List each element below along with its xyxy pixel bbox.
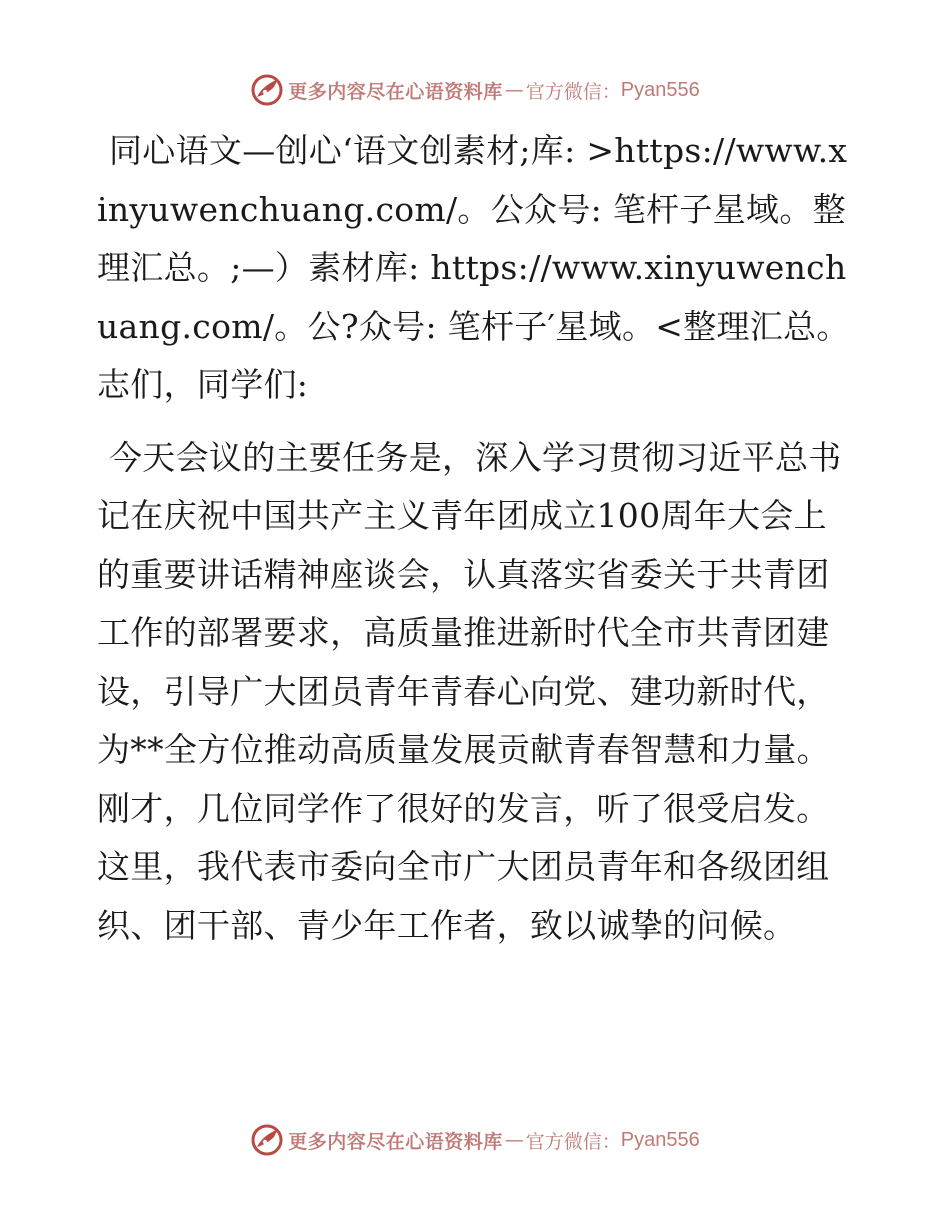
wechat-id: Pyan556 [620, 1128, 700, 1151]
pen-logo-icon [250, 1123, 284, 1157]
promo-text: 更多内容尽在心语资料库 [288, 1130, 503, 1153]
document-body [97, 122, 857, 955]
wechat-label: 官方微信： [525, 80, 621, 103]
header-watermark-banner [0, 70, 950, 110]
promo-text: 更多内容尽在心语资料库 [288, 80, 503, 103]
footer-watermark-banner [0, 1120, 950, 1160]
pen-logo-icon [250, 73, 284, 107]
banner-separator: — [504, 79, 524, 101]
intro-paragraph: 同心语文—创心‘语文创素材;库: >https://www.xinyuwenchuang.com/。公众号: 笔杆子星域。整理汇总。;—）素材库: https://www.xinyuwenchuang.com/。公?众号: 笔杆子′星域。<整理汇总。志们，同学们: [97, 131, 850, 404]
wechat-label: 官方微信： [525, 1130, 621, 1153]
speech-paragraph: 今天会议的主要任务是，深入学习贯彻习近平总书记在庆祝中国共产主义青年团成立100周年大会上的重要讲话精神座谈会，认真落实省委关于共青团工作的部署要求，高质量推进新时代全市共青团建设，引导广大团员青年青春心向党、建功新时代，为**全方位推动高质量发展贡献青春智慧和力量。刚才，几位同学作了很好的发言，听了很受启发。这里，我代表市委向全市广大团员青年和各级团组织、团干部、青少年工作者，致以诚挚的问候。 [97, 437, 842, 945]
banner-separator: — [504, 1129, 524, 1151]
wechat-id: Pyan556 [620, 78, 700, 101]
